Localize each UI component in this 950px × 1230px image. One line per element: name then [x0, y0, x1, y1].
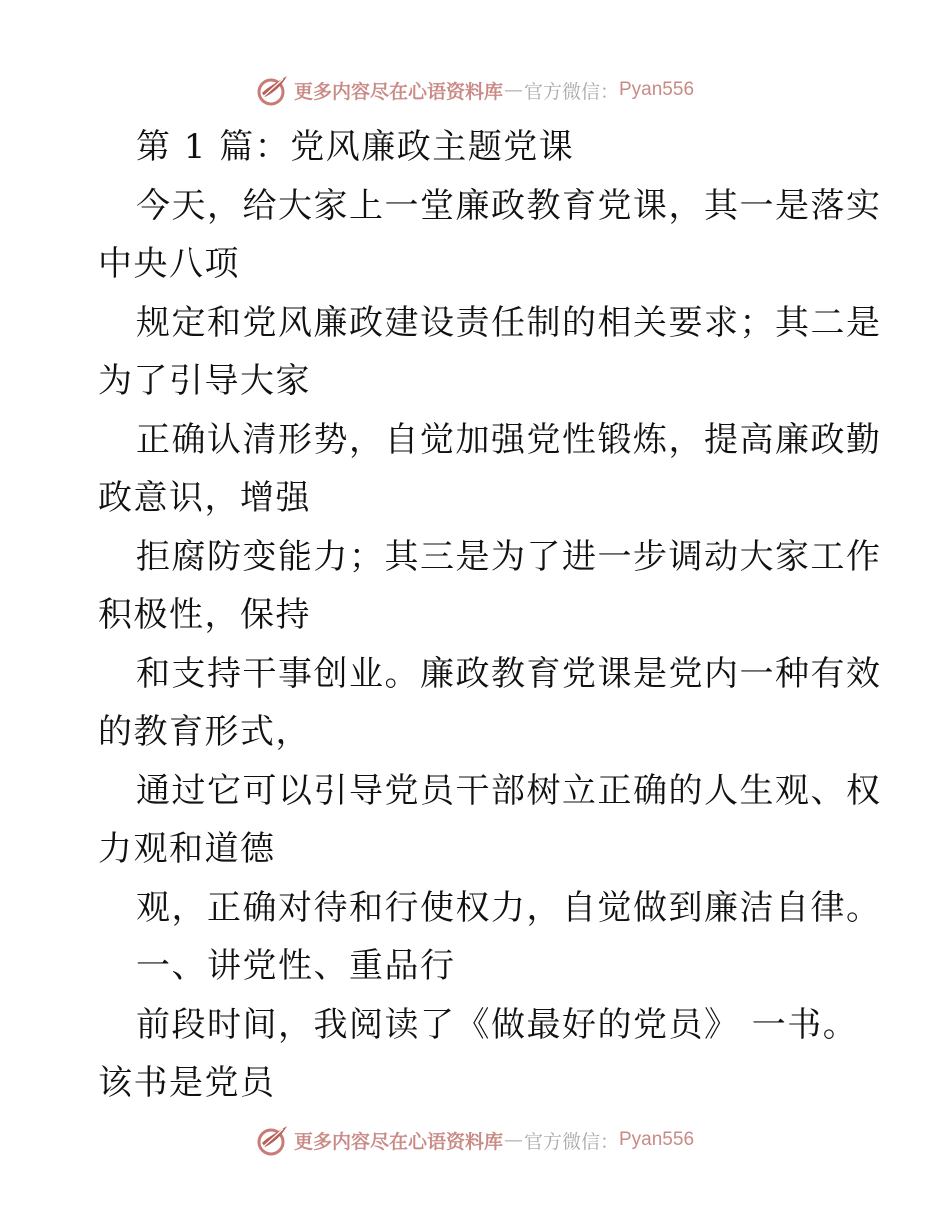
banner-wechat-id: Pyan556: [619, 1129, 695, 1150]
paragraph-line: 和支持干事创业。廉政教育党课是党内一种有效: [136, 653, 882, 694]
section-heading: 一、讲党性、重品行: [136, 946, 456, 986]
banner-wechat-label: 官方微信：: [523, 80, 619, 103]
paragraph-line: 今天，给大家上一堂廉政教育党课，其一是落实: [136, 185, 882, 226]
banner-site-text: 更多内容尽在心语资料库: [293, 1130, 503, 1153]
paragraph-line: 政意识，增强: [98, 478, 311, 518]
paragraph-line: 拒腐防变能力；其三是为了进一步调动大家工作: [136, 536, 882, 577]
banner-wechat-id: Pyan556: [619, 79, 695, 100]
paragraph-line: 力观和道德: [98, 829, 276, 869]
paragraph-line: 规定和党风廉政建设责任制的相关要求；其二是: [136, 302, 882, 343]
banner-site-text: 更多内容尽在心语资料库: [293, 80, 503, 103]
banner-wechat-label: 官方微信：: [523, 1130, 619, 1153]
footer-watermark-banner: [0, 1120, 950, 1160]
feather-quill-logo-icon: [256, 1123, 290, 1157]
banner-dash: —: [503, 1129, 523, 1151]
paragraph-line: 前段时间，我阅读了《做最好的党员》 一书。: [136, 1004, 859, 1045]
paragraph-line: 观，正确对待和行使权力，自觉做到廉洁自律。: [136, 887, 882, 928]
paragraph-line: 积极性，保持: [98, 595, 311, 635]
paragraph-line: 正确认清形势，自觉加强党性锻炼，提高廉政勤: [136, 419, 882, 460]
document-title: 第 1 篇：党风廉政主题党课: [136, 127, 575, 167]
document-body: [98, 118, 882, 1113]
paragraph-line: 该书是党员: [98, 1063, 276, 1103]
paragraph-line: 为了引导大家: [98, 361, 311, 401]
paragraph-line: 中央八项: [98, 244, 240, 284]
header-watermark-banner: [0, 70, 950, 110]
paragraph-line: 的教育形式，: [98, 712, 311, 752]
banner-dash: —: [503, 79, 523, 101]
feather-quill-logo-icon: [256, 73, 290, 107]
paragraph-line: 通过它可以引导党员干部树立正确的人生观、权: [136, 770, 882, 811]
